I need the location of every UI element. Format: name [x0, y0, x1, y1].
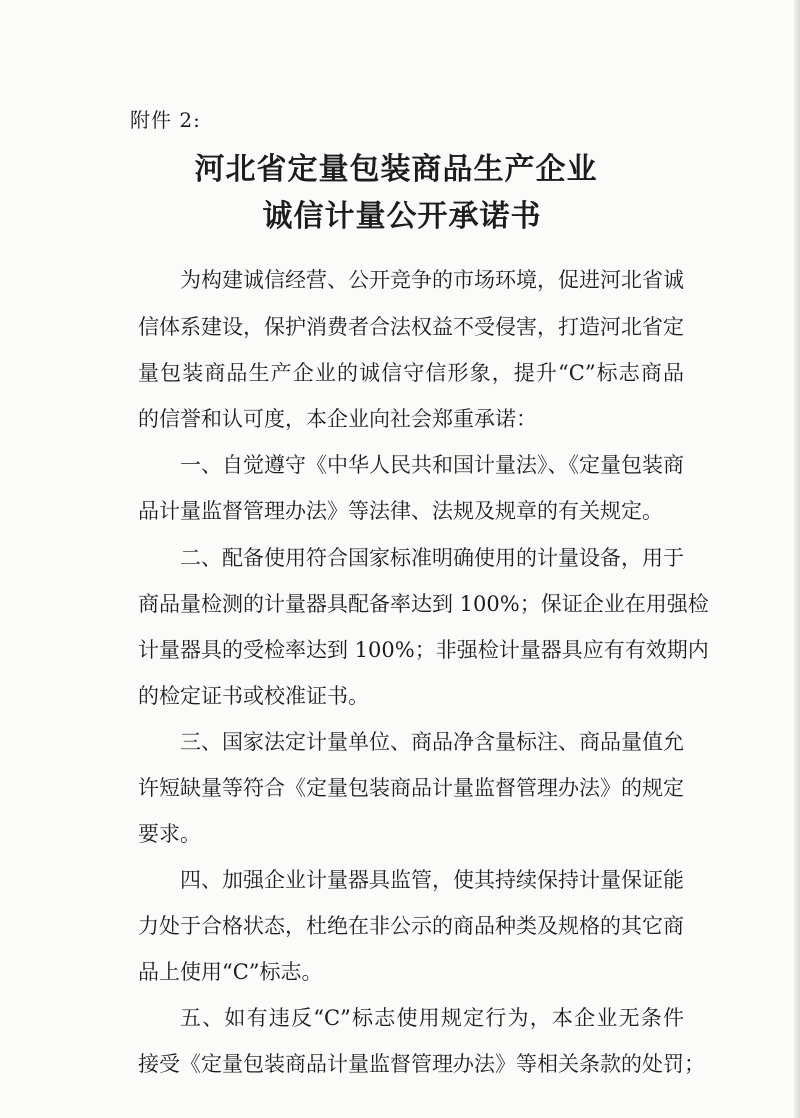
body-line: 的检定证书或校准证书。: [138, 684, 369, 708]
body-line: 品上使用“C”标志。: [138, 960, 323, 984]
body-line: 商品量检测的计量器具配备率达到 100%；保证企业在用强检: [138, 592, 709, 616]
body-line: 许短缺量等符合《定量包装商品计量监督管理办法》的规定: [138, 776, 684, 800]
body-line: 为构建诚信经营、公开竞争的市场环境，促进河北省诚: [180, 268, 684, 292]
body-line: 四、加强企业计量器具监管，使其持续保持计量保证能: [180, 868, 684, 892]
body-line: 力处于合格状态，杜绝在非公示的商品种类及规格的其它商: [138, 914, 684, 938]
body-line: 五、如有违反“C”标志使用规定行为，本企业无条件: [180, 1006, 684, 1030]
body-line: 三、国家法定计量单位、商品净含量标注、商品量值允: [180, 730, 684, 754]
document-title-line-2: 诚信计量公开承诺书: [262, 199, 542, 234]
body-line: 接受《定量包装商品计量监督管理办法》等相关条款的处罚；: [138, 1052, 705, 1076]
attachment-label: 附件 2:: [130, 108, 201, 132]
body-line: 要求。: [138, 822, 201, 846]
body-line: 计量器具的受检率达到 100%；非强检计量器具应有有效期内: [138, 638, 709, 662]
body-line: 一、自觉遵守《中华人民共和国计量法》、《定量包装商: [180, 453, 684, 477]
body-line: 品计量监督管理办法》等法律、法规及规章的有关规定。: [138, 499, 663, 523]
document-title-line-1: 河北省定量包装商品生产企业: [194, 152, 598, 187]
body-line: 量包装商品生产企业的诚信守信形象，提升“C”标志商品: [138, 361, 684, 385]
body-line: 二、配备使用符合国家标准明确使用的计量设备，用于: [180, 546, 684, 570]
body-line: 信体系建设，保护消费者合法权益不受侵害，打造河北省定: [138, 315, 684, 339]
body-line: 的信誉和认可度，本企业向社会郑重承诺：: [138, 407, 537, 431]
